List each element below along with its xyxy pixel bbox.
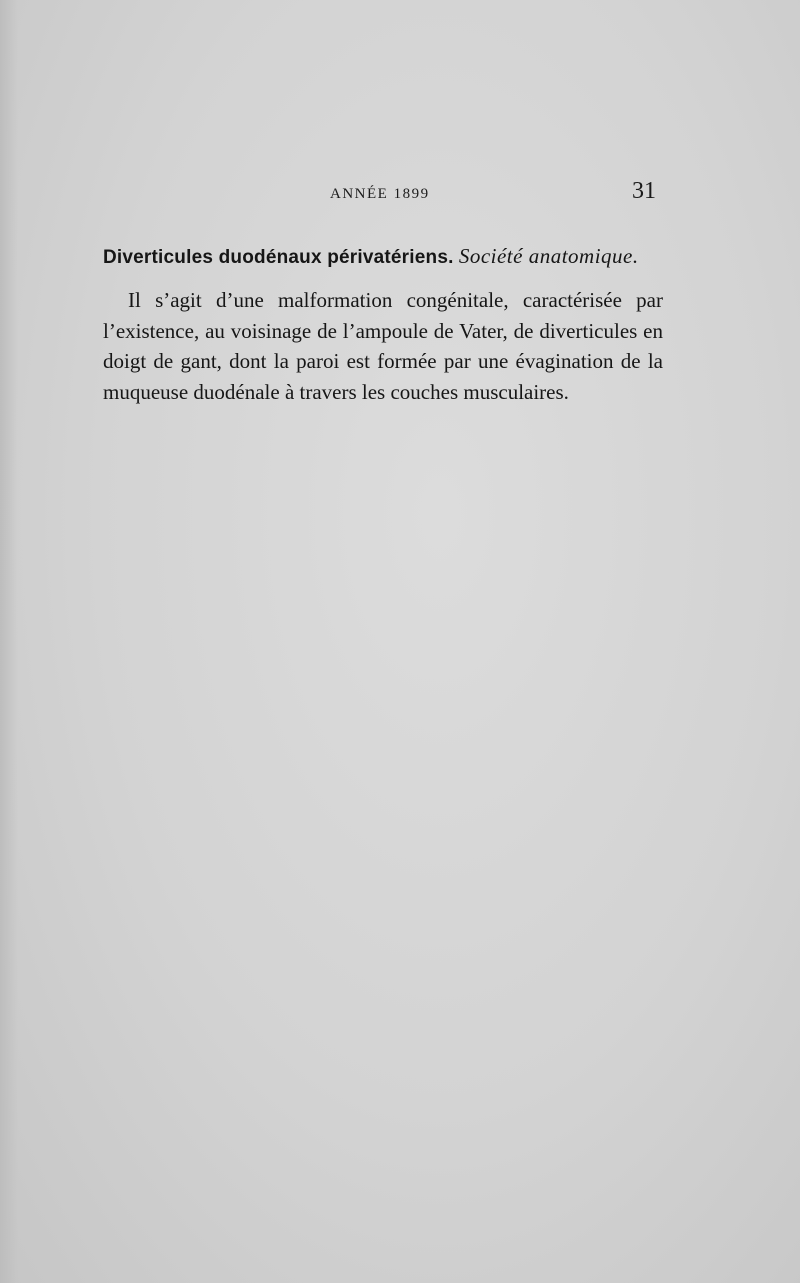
entry-heading xyxy=(103,240,663,274)
entry-body: Il s’agit d’une malformation congénitale, caractérisée par l’existence, au voisinage de l’ampoule de Vater, de diverticules en doigt de gant, dont la paroi est formée par une évagination de la muqueuse duodénale à travers les couches musculaires. xyxy=(103,288,663,404)
entry-title: Diverticules duodénaux périvatériens. xyxy=(103,247,454,268)
bibliography-entry xyxy=(103,240,663,407)
running-title: ANNÉE 1899 xyxy=(330,186,430,202)
page-number: 31 xyxy=(632,178,656,204)
entry-source: Société anatomique. xyxy=(458,244,639,268)
running-head xyxy=(100,178,656,218)
